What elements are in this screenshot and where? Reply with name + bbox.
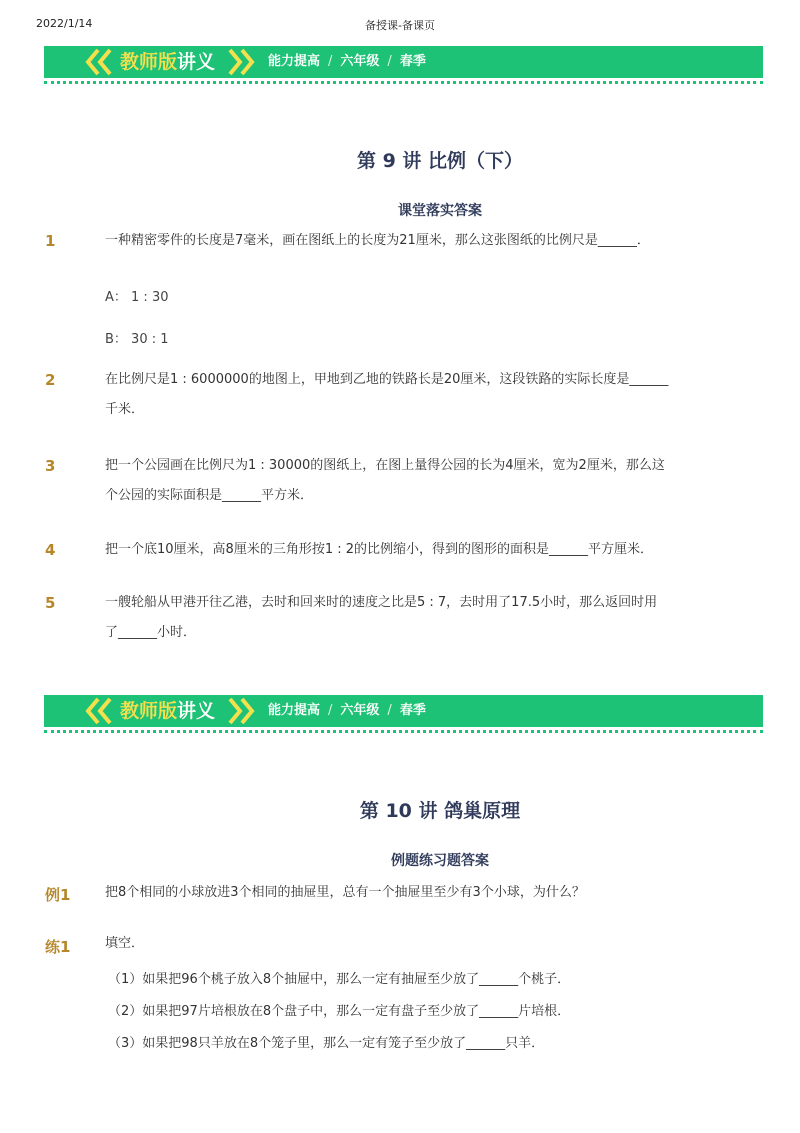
practice-subitem: （1）如果把96个桃子放入8个抽屉中，那么一定有抽屉至少放了______个桃子． [108, 972, 571, 987]
banner-breadcrumb: 能力提高 / 六年级 / 春季 [268, 54, 426, 69]
lecture-title: 第 9 讲 比例（下） [356, 150, 524, 172]
question-number: 4 [45, 541, 56, 559]
example-text: 把8个相同的小球放进3个相同的抽屉里，总有一个抽屉里至少有3个小球，为什么？ [105, 885, 585, 900]
question-number: 5 [45, 594, 56, 612]
question-number: 3 [45, 457, 56, 475]
question-number: 1 [45, 232, 56, 250]
teacher-handout-banner [44, 46, 763, 78]
practice-subitem: （3）如果把98只羊放在8个笼子里，那么一定有笼子至少放了______只羊． [108, 1036, 545, 1051]
banner-breadcrumb: 能力提高 / 六年级 / 春季 [268, 703, 426, 718]
double-chevron-right-icon [222, 695, 258, 727]
print-header [0, 17, 800, 35]
teacher-handout-banner [44, 695, 763, 727]
answer-option-b: B： 30 : 1 [105, 332, 169, 347]
banner-title: 教师版讲义 [120, 51, 216, 73]
double-chevron-right-icon [222, 46, 258, 78]
example-label: 例1 [45, 886, 71, 904]
double-chevron-left-icon [84, 695, 120, 727]
question-text: 在比例尺是1 : 6000000的地图上，甲地到乙地的铁路长是20厘米，这段铁路的实际长度是______ 千米． [105, 372, 669, 417]
print-page-title: 备授课-备课页 [365, 19, 435, 32]
print-date: 2022/1/14 [36, 17, 93, 30]
answer-option-a: A： 1 : 30 [105, 290, 169, 305]
practice-text: 填空． [105, 936, 145, 951]
question-text: 一种精密零件的长度是7毫米，画在图纸上的长度为21厘米，那么这张图纸的比例尺是______． [105, 233, 650, 248]
practice-label: 练1 [45, 938, 71, 956]
banner-divider [44, 730, 763, 733]
practice-subitem: （2）如果把97片培根放在8个盘子中，那么一定有盘子至少放了______片培根． [108, 1004, 571, 1019]
lecture-title: 第 10 讲 鸽巢原理 [359, 800, 521, 822]
question-text: 一艘轮船从甲港开往乙港，去时和回来时的速度之比是5 : 7，去时用了17.5小时，那么返回时用 了______小时． [105, 595, 658, 640]
section-title: 例题练习题答案 [391, 853, 489, 869]
double-chevron-left-icon [84, 46, 120, 78]
section-title: 课堂落实答案 [398, 203, 482, 219]
question-text: 把一个公园画在比例尺为1 : 30000的图纸上，在图上量得公园的长为4厘米，宽为2厘米，那么这 个公园的实际面积是______平方米． [105, 458, 665, 503]
banner-title: 教师版讲义 [120, 700, 216, 722]
banner-divider [44, 81, 763, 84]
question-text: 把一个底10厘米，高8厘米的三角形按1 : 2的比例缩小，得到的图形的面积是______平方厘米． [105, 542, 654, 557]
question-number: 2 [45, 371, 56, 389]
